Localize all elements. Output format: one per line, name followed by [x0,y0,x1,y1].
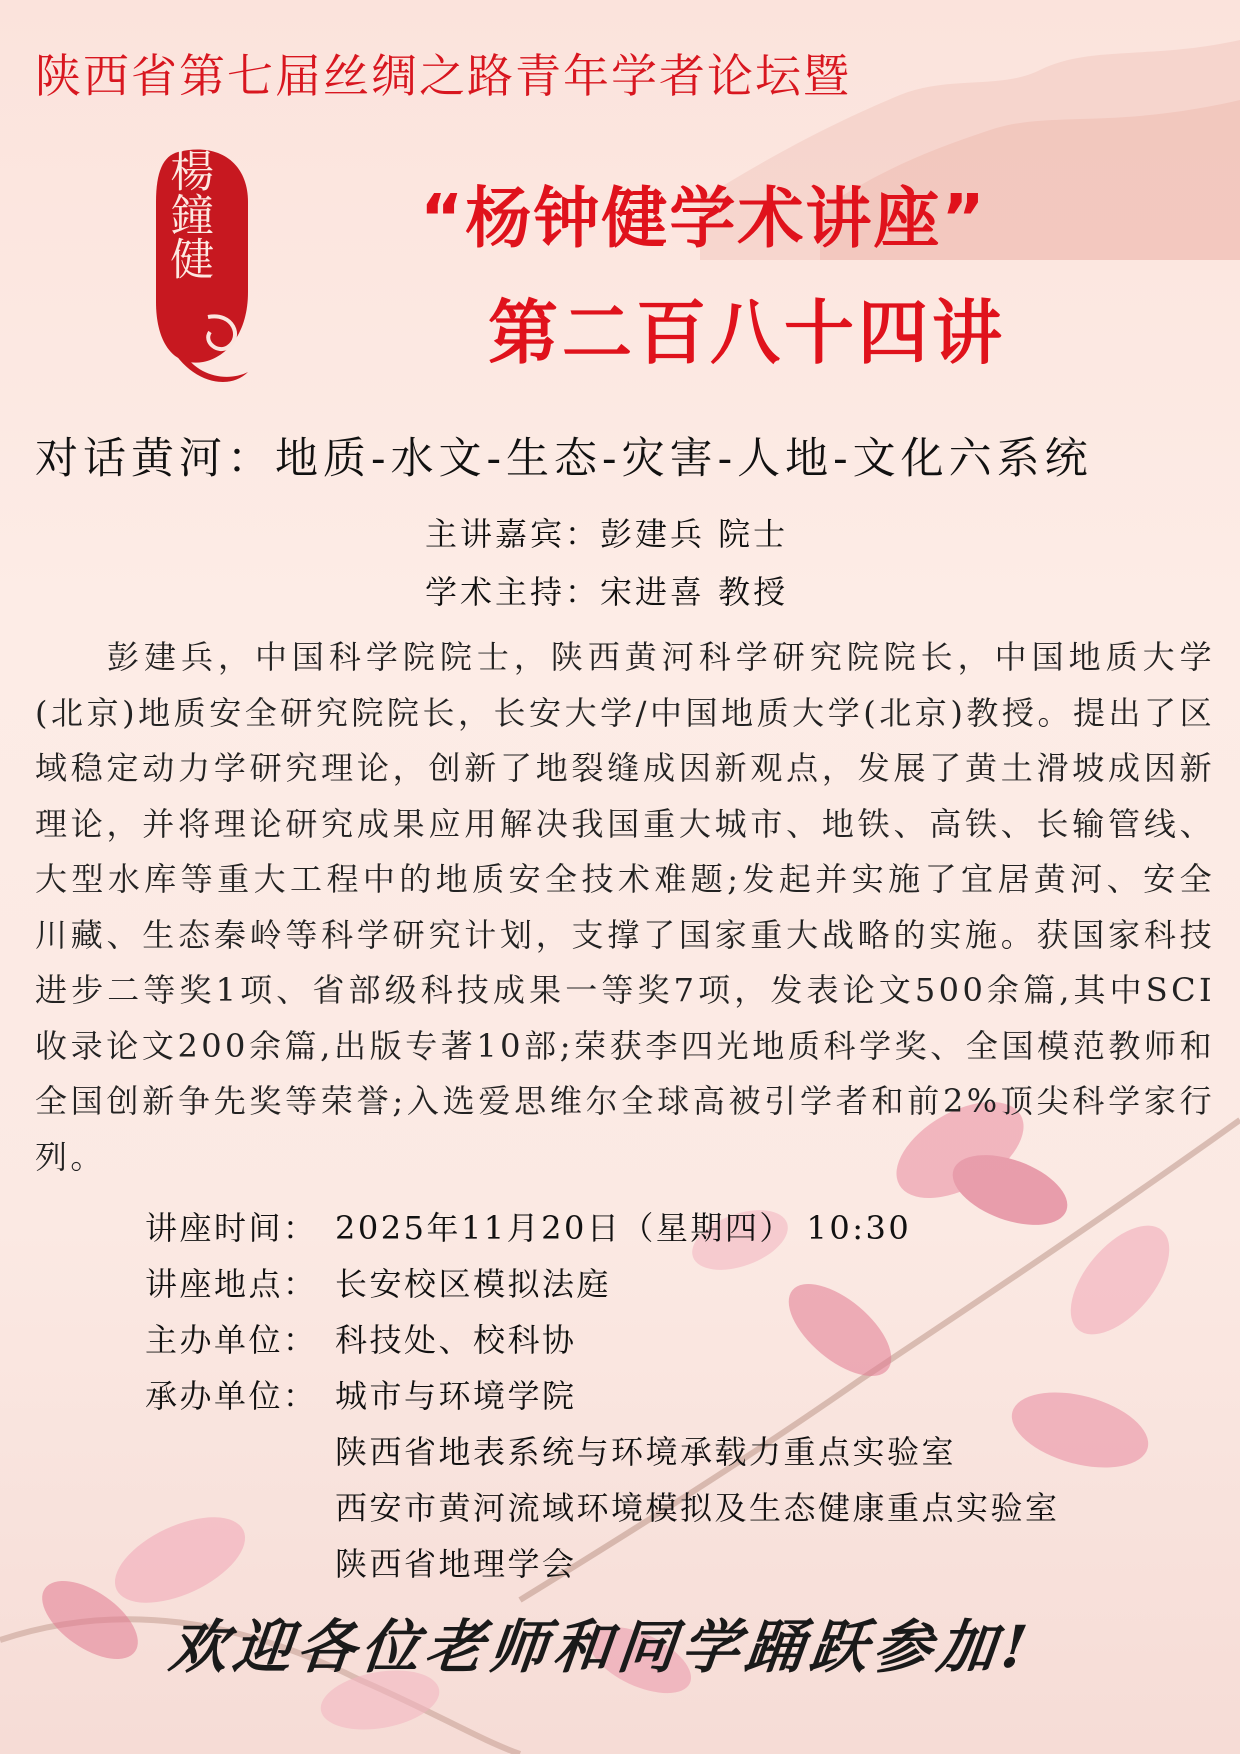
co-organizer-row [145,1424,1060,1480]
co-organizer-row [145,1536,1060,1592]
co-organizer-row [145,1368,1060,1424]
speaker-biography: 彭建兵，中国科学院院士，陕西黄河科学研究院院长，中国地质大学(北京)地质安全研究院院长，长安大学/中国地质大学(北京)教授。提出了区域稳定动力学研究理论，创新了地裂缝成因新观点，发展了黄土滑坡成因新理论，并将理论研究成果应用解决我国重大城市、地铁、高铁、长输管线、大型水库等重大工程中的地质安全技术难题;发起并实施了宜居黄河、安全川藏、生态秦岭等科学研究计划，支撑了国家重大战略的实施。获国家科技进步二等奖1项、省部级科技成果一等奖7项，发表论文500余篇,其中SCI收录论文200余篇,出版专著10部;荣获李四光地质科学奖、全国模范教师和全国创新争先奖等荣誉;入选爱思维尔全球高被引学者和前2%顶尖科学家行列。 [35,638,1215,1176]
speaker-line: 主讲嘉宾：彭建兵 院士 [425,515,789,553]
place-value: 长安校区模拟法庭 [335,1265,612,1303]
place-label: 讲座地点： [145,1265,318,1303]
welcome-slogan: 欢迎各位老师和同学踊跃参加! [165,1613,1037,1681]
place-row [145,1256,1060,1312]
organizer-label: 主办单位： [145,1321,318,1359]
lecture-topic: 对话黄河：地质-水文-生态-灾害-人地-文化六系统 [35,434,1093,484]
roles-block [425,505,788,621]
lecture-number: 第二百八十四讲 [488,292,1006,374]
lecture-series-name: “杨钟健学术讲座” [420,180,987,257]
seal-characters: 楊鐘健 [162,148,214,280]
time-label: 讲座时间： [145,1209,318,1247]
co-organizer-item: 陕西省地表系统与环境承载力重点实验室 [335,1433,957,1471]
co-organizer-item: 城市与环境学院 [335,1377,577,1415]
time-row [145,1200,1060,1256]
host-line: 学术主持：宋进喜 教授 [425,573,789,611]
forum-series-title: 陕西省第七届丝绸之路青年学者论坛暨 [35,49,851,103]
co-organizer-row [145,1480,1060,1536]
time-value: 2025年11月20日（星期四） 10:30 [335,1209,912,1247]
co-organizer-item: 西安市黄河流域环境模拟及生态健康重点实验室 [335,1489,1060,1527]
co-organizer-label: 承办单位： [145,1377,318,1415]
event-details [145,1200,1060,1592]
organizer-row [145,1312,1060,1368]
co-organizer-item: 陕西省地理学会 [335,1545,577,1583]
organizer-value: 科技处、校科协 [335,1321,577,1359]
